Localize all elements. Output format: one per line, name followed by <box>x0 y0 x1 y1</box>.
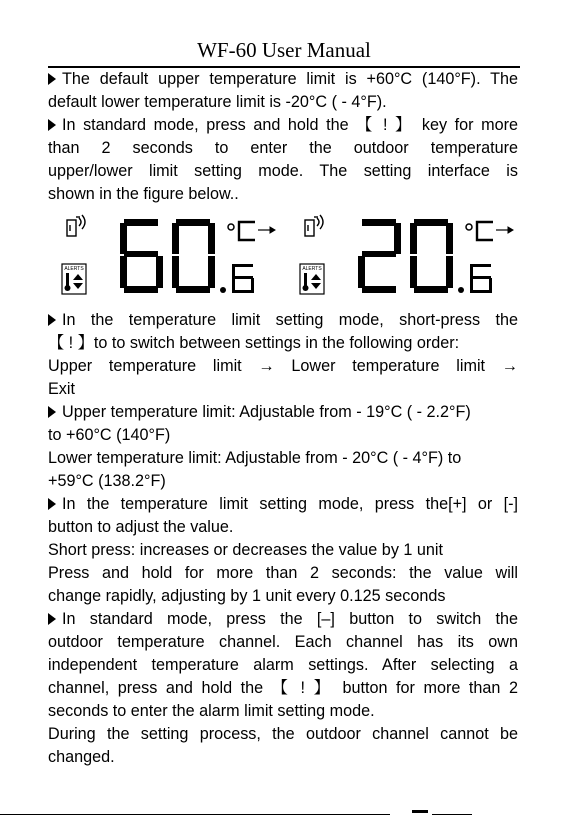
text-line: channel, press and hold the 【 ! 】 button for more than 2 <box>48 679 518 697</box>
lcd-display-lower <box>300 215 513 294</box>
text-line: Lower temperature limit: Adjustable from - 20°C ( - 4°F) to <box>48 449 462 467</box>
text-line: changed. <box>48 748 115 766</box>
big-digit-2 <box>358 219 401 293</box>
svg-text:ALERTS: ALERTS <box>64 266 84 272</box>
lcd-figure <box>48 206 520 302</box>
text-line: In the temperature limit setting mode, short-press the <box>48 309 518 332</box>
celsius-unit <box>466 222 493 240</box>
text-line: independent temperature alarm settings. After selecting a <box>48 656 518 674</box>
footer-mark <box>412 810 428 813</box>
alerts-icon <box>300 264 324 294</box>
text-line: default lower temperature limit is -20°C ( - 4°F). <box>48 93 387 111</box>
text-line: Upper temperature limit: Adjustable from - 19°C ( - 2.2°F) <box>48 401 518 424</box>
arrow-right-icon <box>258 227 275 233</box>
text-line: to +60°C (140°F) <box>48 426 171 444</box>
footer-rule <box>0 814 390 815</box>
small-digit-6 <box>232 264 254 293</box>
svg-text:ALERTS: ALERTS <box>302 266 322 272</box>
bullet-icon <box>48 314 56 326</box>
lcd-display-upper <box>62 215 275 294</box>
text-line: During the setting process, the outdoor channel cannot be <box>48 725 518 743</box>
text-line: Exit <box>48 380 75 398</box>
signal-icon <box>305 215 323 236</box>
signal-icon <box>67 215 85 236</box>
bullet-icon <box>48 119 56 131</box>
alerts-icon <box>62 264 86 294</box>
text-line: In standard mode, press and hold the 【 ! 】 key for more <box>48 114 518 137</box>
big-digit-0 <box>172 219 215 293</box>
text-line: Upper temperature limit → Lower temperature limit → <box>48 357 518 375</box>
footer-rule <box>432 814 472 815</box>
text-line: outdoor temperature channel. Each channel has its own <box>48 633 518 651</box>
text-line: The default upper temperature limit is +60°C (140°F). The <box>48 68 518 91</box>
big-digit-6 <box>120 219 163 293</box>
text-line: 【 ! 】to to switch between settings in the following order: <box>48 334 460 352</box>
text-line: +59°C (138.2°F) <box>48 472 166 490</box>
text-line: shown in the figure below.. <box>48 185 239 203</box>
text-line: In standard mode, press the [–] button to switch the <box>48 608 518 631</box>
big-digit-0 <box>410 219 453 293</box>
text-line: Press and hold for more than 2 seconds: the value will <box>48 564 518 582</box>
page-title: WF-60 User Manual <box>197 38 371 62</box>
arrow-right-icon <box>496 227 513 233</box>
bullet-icon <box>48 613 56 625</box>
bullet-icon <box>48 73 56 85</box>
text-line: Short press: increases or decreases the value by 1 unit <box>48 541 444 559</box>
bullet-icon <box>48 498 56 510</box>
text-line: upper/lower limit setting mode. The setting interface is <box>48 162 518 180</box>
text-line: button to adjust the value. <box>48 518 234 536</box>
small-digit-6 <box>470 264 492 293</box>
text-line: than 2 seconds to enter the outdoor temperature <box>48 139 518 157</box>
text-line: change rapidly, adjusting by 1 unit every 0.125 seconds <box>48 587 446 605</box>
bullet-icon <box>48 406 56 418</box>
celsius-unit <box>228 222 255 240</box>
text-line: In the temperature limit setting mode, press the[+] or [-] <box>48 493 518 516</box>
text-line: seconds to enter the alarm limit setting mode. <box>48 702 375 720</box>
